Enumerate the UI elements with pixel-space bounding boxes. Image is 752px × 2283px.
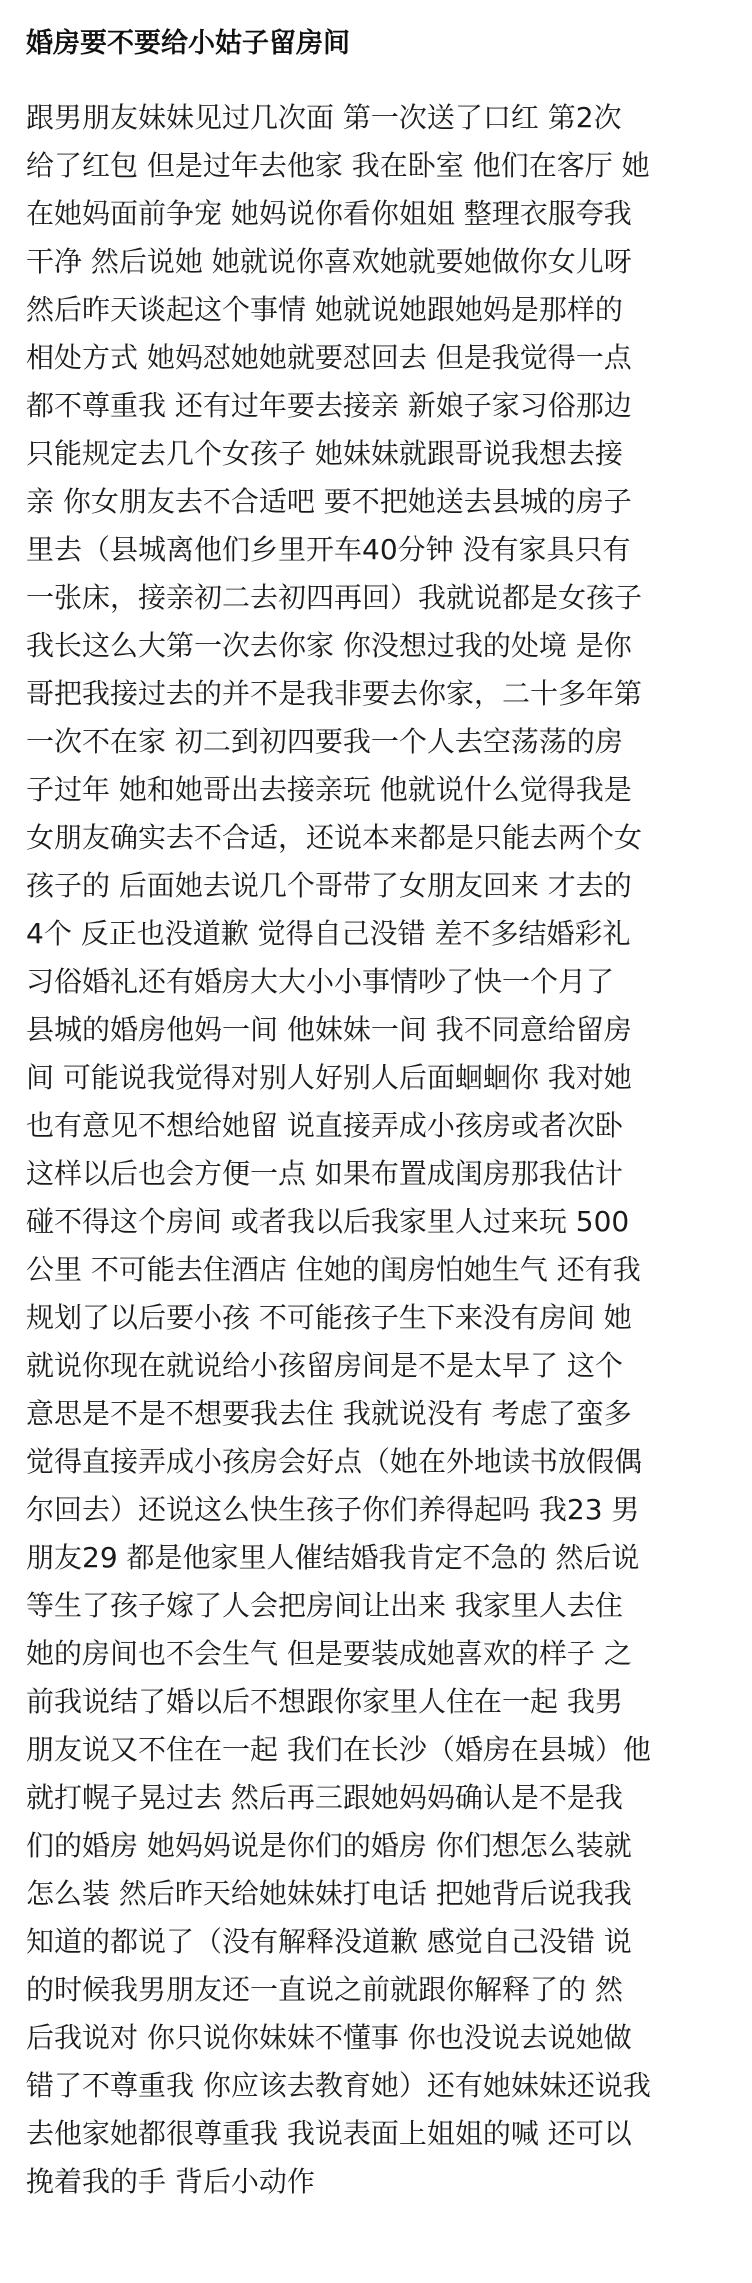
post-title: 婚房要不要给小姑子留房间: [26, 28, 350, 59]
body-line: 亲 你女朋友去不合适吧 要不把她送去县城的房子: [26, 485, 632, 518]
post-body: [26, 94, 726, 2206]
body-line: 她的房间也不会生气 但是要装成她喜欢的样子 之: [26, 1637, 632, 1670]
body-line: 4个 反正也没道歉 觉得自己没错 差不多结婚彩礼: [26, 917, 631, 950]
body-line: 等生了孩子嫁了人会把房间让出来 我家里人去住: [26, 1589, 623, 1622]
body-line: 朋友说又不住在一起 我们在长沙（婚房在县城）他: [26, 1733, 651, 1766]
body-line: 跟男朋友妹妹见过几次面 第一次送了口红 第2次: [26, 101, 622, 134]
body-line: 都不尊重我 还有过年要去接亲 新娘子家习俗那边: [26, 389, 632, 422]
body-line: 这样以后也会方便一点 如果布置成闺房那我估计: [26, 1157, 623, 1190]
body-line: 意思是不是不想要我去住 我就说没有 考虑了蛮多: [26, 1397, 632, 1430]
body-line: 尔回去）还说这么快生孩子你们养得起吗 我23 男: [26, 1493, 640, 1526]
body-line: 也有意见不想给她留 说直接弄成小孩房或者次卧: [26, 1109, 623, 1142]
body-line: 碰不得这个房间 或者我以后我家里人过来玩 500: [26, 1205, 630, 1238]
body-line: 在她妈面前争宠 她妈说你看你姐姐 整理衣服夸我: [26, 197, 632, 230]
body-line: 女朋友确实去不合适，还说本来都是只能去两个女: [26, 821, 643, 854]
body-line: 干净 然后说她 她就说你喜欢她就要她做你女儿呀: [26, 245, 632, 278]
body-line: 给了红包 但是过年去他家 我在卧室 他们在客厅 她: [26, 149, 650, 182]
body-line: 只能规定去几个女孩子 她妹妹就跟哥说我想去接: [26, 437, 623, 470]
body-line: 一次不在家 初二到初四要我一个人去空荡荡的房: [26, 725, 623, 758]
body-line: 我长这么大第一次去你家 你没想过我的处境 是你: [26, 629, 632, 662]
body-line: 县城的婚房他妈一间 他妹妹一间 我不同意给留房: [26, 1013, 632, 1046]
body-line: 觉得直接弄成小孩房会好点（她在外地读书放假偶: [26, 1445, 643, 1478]
body-line: 里去（县城离他们乡里开车40分钟 没有家具只有: [26, 533, 631, 566]
body-line: 错了不尊重我 你应该去教育她）还有她妹妹还说我: [26, 2069, 651, 2102]
body-line: 间 可能说我觉得对别人好别人后面蛔蛔你 我对她: [26, 1061, 632, 1094]
body-line: 哥把我接过去的并不是我非要去你家，二十多年第: [26, 677, 643, 710]
body-line: 后我说对 你只说你妹妹不懂事 你也没说去说她做: [26, 2021, 632, 2054]
body-line: 相处方式 她妈怼她她就要怼回去 但是我觉得一点: [26, 341, 632, 374]
body-line: 知道的都说了（没有解释没道歉 感觉自己没错 说: [26, 1925, 632, 1958]
body-line: 们的婚房 她妈妈说是你们的婚房 你们想怎么装就: [26, 1829, 632, 1862]
body-line: 习俗婚礼还有婚房大大小小事情吵了快一个月了: [26, 965, 615, 998]
body-line: 就说你现在就说给小孩留房间是不是太早了 这个: [26, 1349, 623, 1382]
body-line: 一张床，接亲初二去初四再回）我就说都是女孩子: [26, 581, 643, 614]
body-line: 去他家她都很尊重我 我说表面上姐姐的喊 还可以: [26, 2117, 632, 2150]
body-line: 怎么装 然后昨天给她妹妹打电话 把她背后说我我: [26, 1877, 632, 1910]
body-line: 的时候我男朋友还一直说之前就跟你解释了的 然: [26, 1973, 623, 2006]
body-line: 挽着我的手 背后小动作: [26, 2165, 315, 2198]
body-line: 朋友29 都是他家里人催结婚我肯定不急的 然后说: [26, 1541, 640, 1574]
body-line: 孩子的 后面她去说几个哥带了女朋友回来 才去的: [26, 869, 632, 902]
body-line: 然后昨天谈起这个事情 她就说她跟她妈是那样的: [26, 293, 623, 326]
body-line: 子过年 她和她哥出去接亲玩 他就说什么觉得我是: [26, 773, 632, 806]
body-line: 规划了以后要小孩 不可能孩子生下来没有房间 她: [26, 1301, 632, 1334]
body-line: 就打幌子晃过去 然后再三跟她妈妈确认是不是我: [26, 1781, 623, 1814]
body-line: 公里 不可能去住酒店 住她的闺房怕她生气 还有我: [26, 1253, 641, 1286]
body-line: 前我说结了婚以后不想跟你家里人住在一起 我男: [26, 1685, 623, 1718]
